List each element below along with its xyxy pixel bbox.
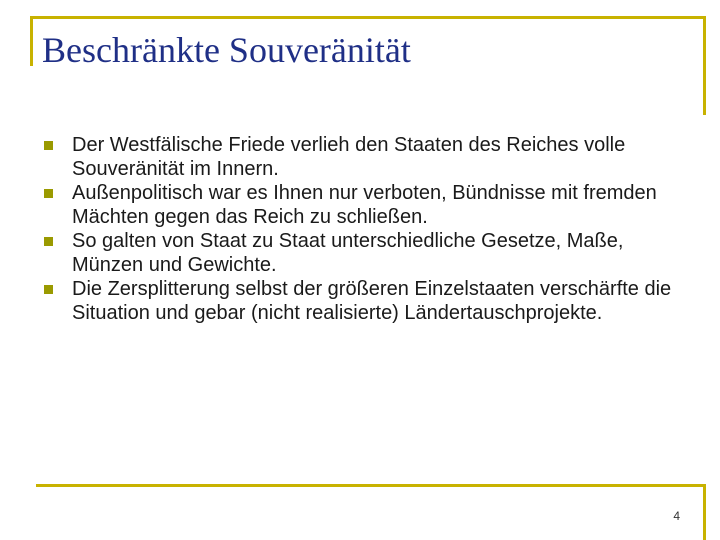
- frame-left-line: [30, 16, 33, 66]
- frame-right-line: [703, 16, 706, 115]
- bullet-text: Der Westfälische Friede verlieh den Staaten des Reiches volle Souveränität im Innern.: [72, 134, 626, 180]
- slide-title: Beschränkte Souveränität: [42, 30, 411, 70]
- bullet-item: [44, 133, 694, 181]
- square-bullet-icon: [44, 141, 53, 150]
- bullet-text: So galten von Staat zu Staat unterschiedliche Gesetze, Maße, Münzen und Gewichte.: [72, 230, 624, 276]
- bullet-text: Außenpolitisch war es Ihnen nur verboten, Bündnisse mit fremden Mächten gegen das Reich zu schließen.: [72, 182, 657, 228]
- bullet-text: Die Zersplitterung selbst der größeren Einzelstaaten verschärfte die Situation und gebar (nicht realisierte) Ländertauschprojekte.: [72, 278, 672, 324]
- square-bullet-icon: [44, 237, 53, 246]
- frame-bottom-right-line: [703, 484, 706, 540]
- bullet-list: [44, 133, 694, 325]
- bullet-item: [44, 277, 694, 325]
- frame-bottom-line: [36, 484, 706, 487]
- frame-top-line: [30, 16, 706, 19]
- square-bullet-icon: [44, 285, 53, 294]
- square-bullet-icon: [44, 189, 53, 198]
- bullet-item: [44, 181, 694, 229]
- page-number: 4: [673, 509, 680, 523]
- bullet-item: [44, 229, 694, 277]
